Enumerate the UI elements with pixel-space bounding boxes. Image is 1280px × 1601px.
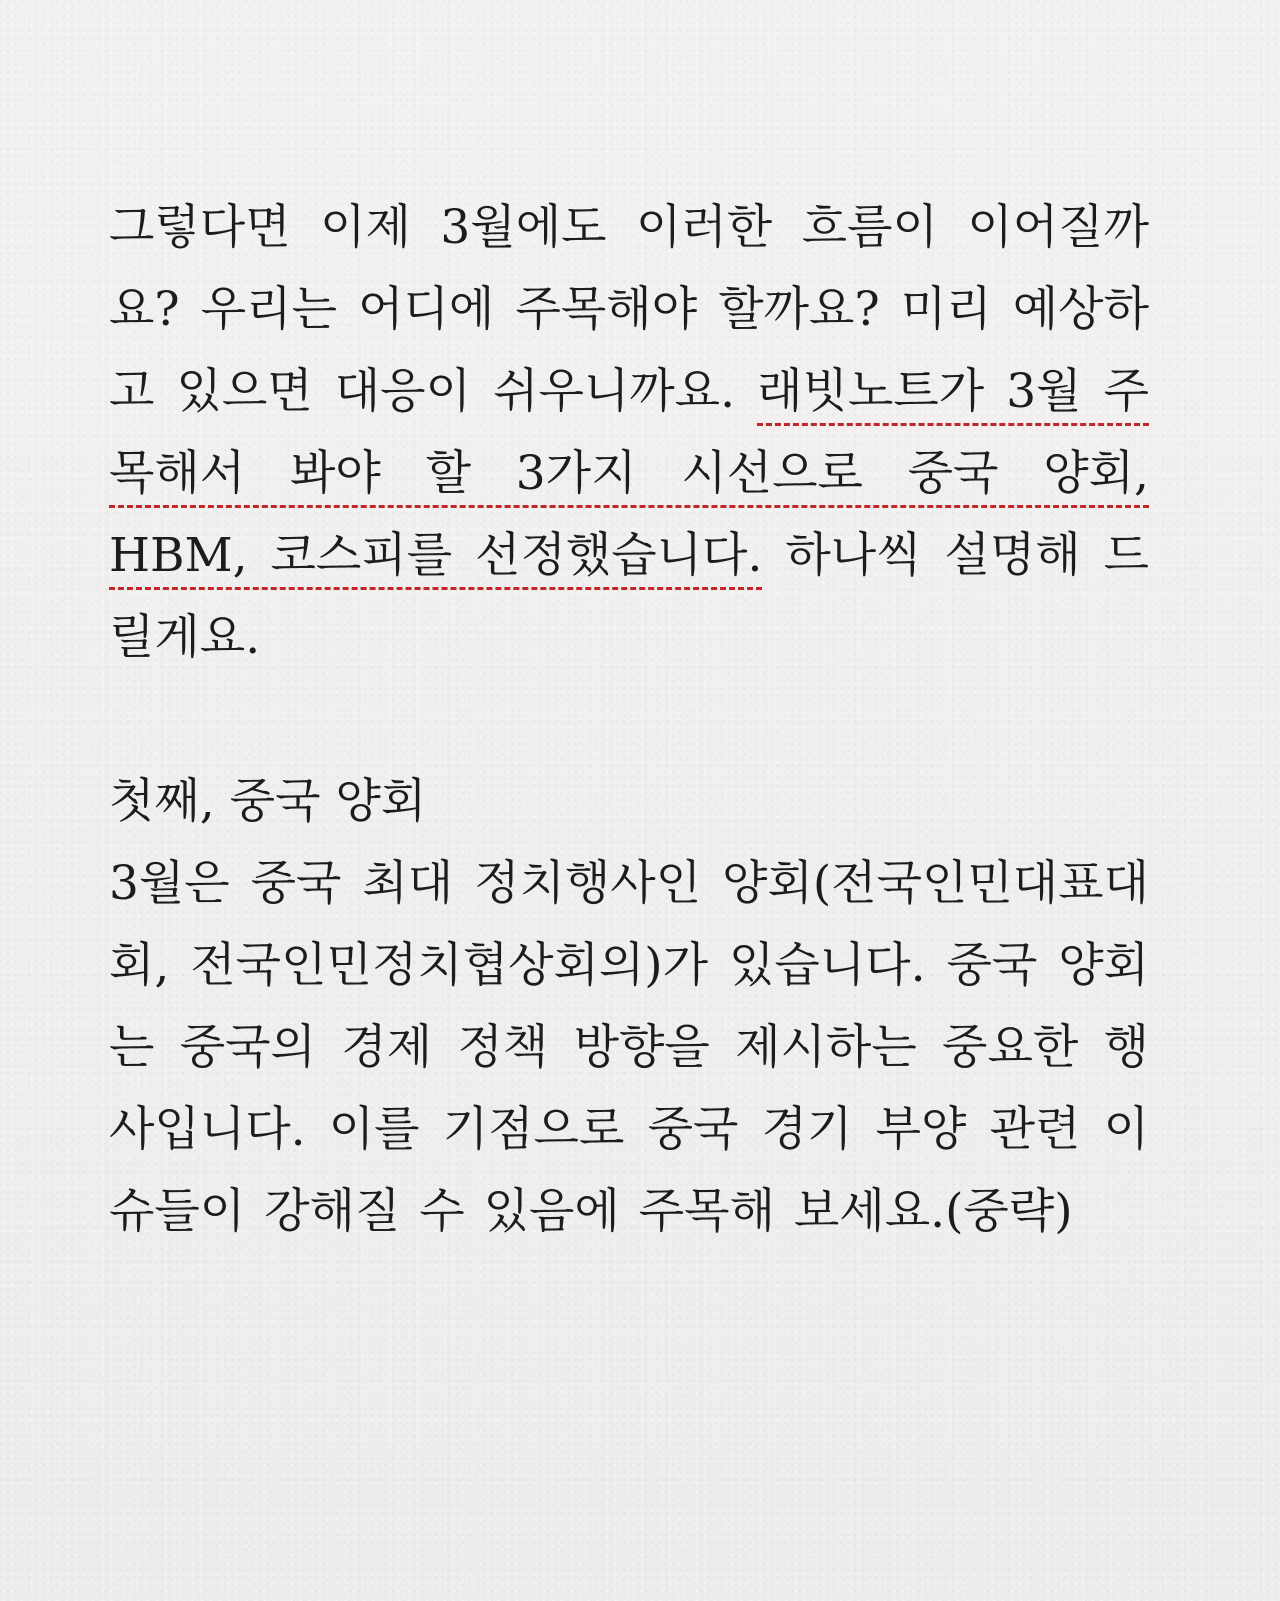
highlighted-sentence: 래빗노트가 3월 주목해서 봐야 할 3가지 시선으로 중국 양회, HBM, 코스피를 선정했습니다. bbox=[109, 364, 1149, 583]
section-body: 3월은 중국 최대 정치행사인 양회(전국인민대표대회, 전국인민정치협상회의)가 있습니다. 중국 양회는 중국의 경제 정책 방향을 제시하는 중요한 행사입니다. 이를 기점으로 중국 경기 부양 관련 이슈들이 강해질 수 있음에 주목해 보세요.(중략) bbox=[109, 856, 1149, 1239]
section-heading: 첫째, 중국 양회 bbox=[109, 774, 427, 829]
intro-text-before: 그렇다면 이제 3월에도 이러한 흐름이 이어질까요? 우리는 어디에 주목해야 할까요? 미리 예상하고 있으면 대응이 쉬우니까요. bbox=[109, 200, 1149, 419]
paragraph-spacer bbox=[109, 679, 1149, 761]
intro-text-after: 하나씩 설명해 드릴게요. bbox=[109, 528, 1149, 665]
article-body bbox=[109, 187, 1149, 1253]
intro-paragraph bbox=[109, 187, 1149, 679]
